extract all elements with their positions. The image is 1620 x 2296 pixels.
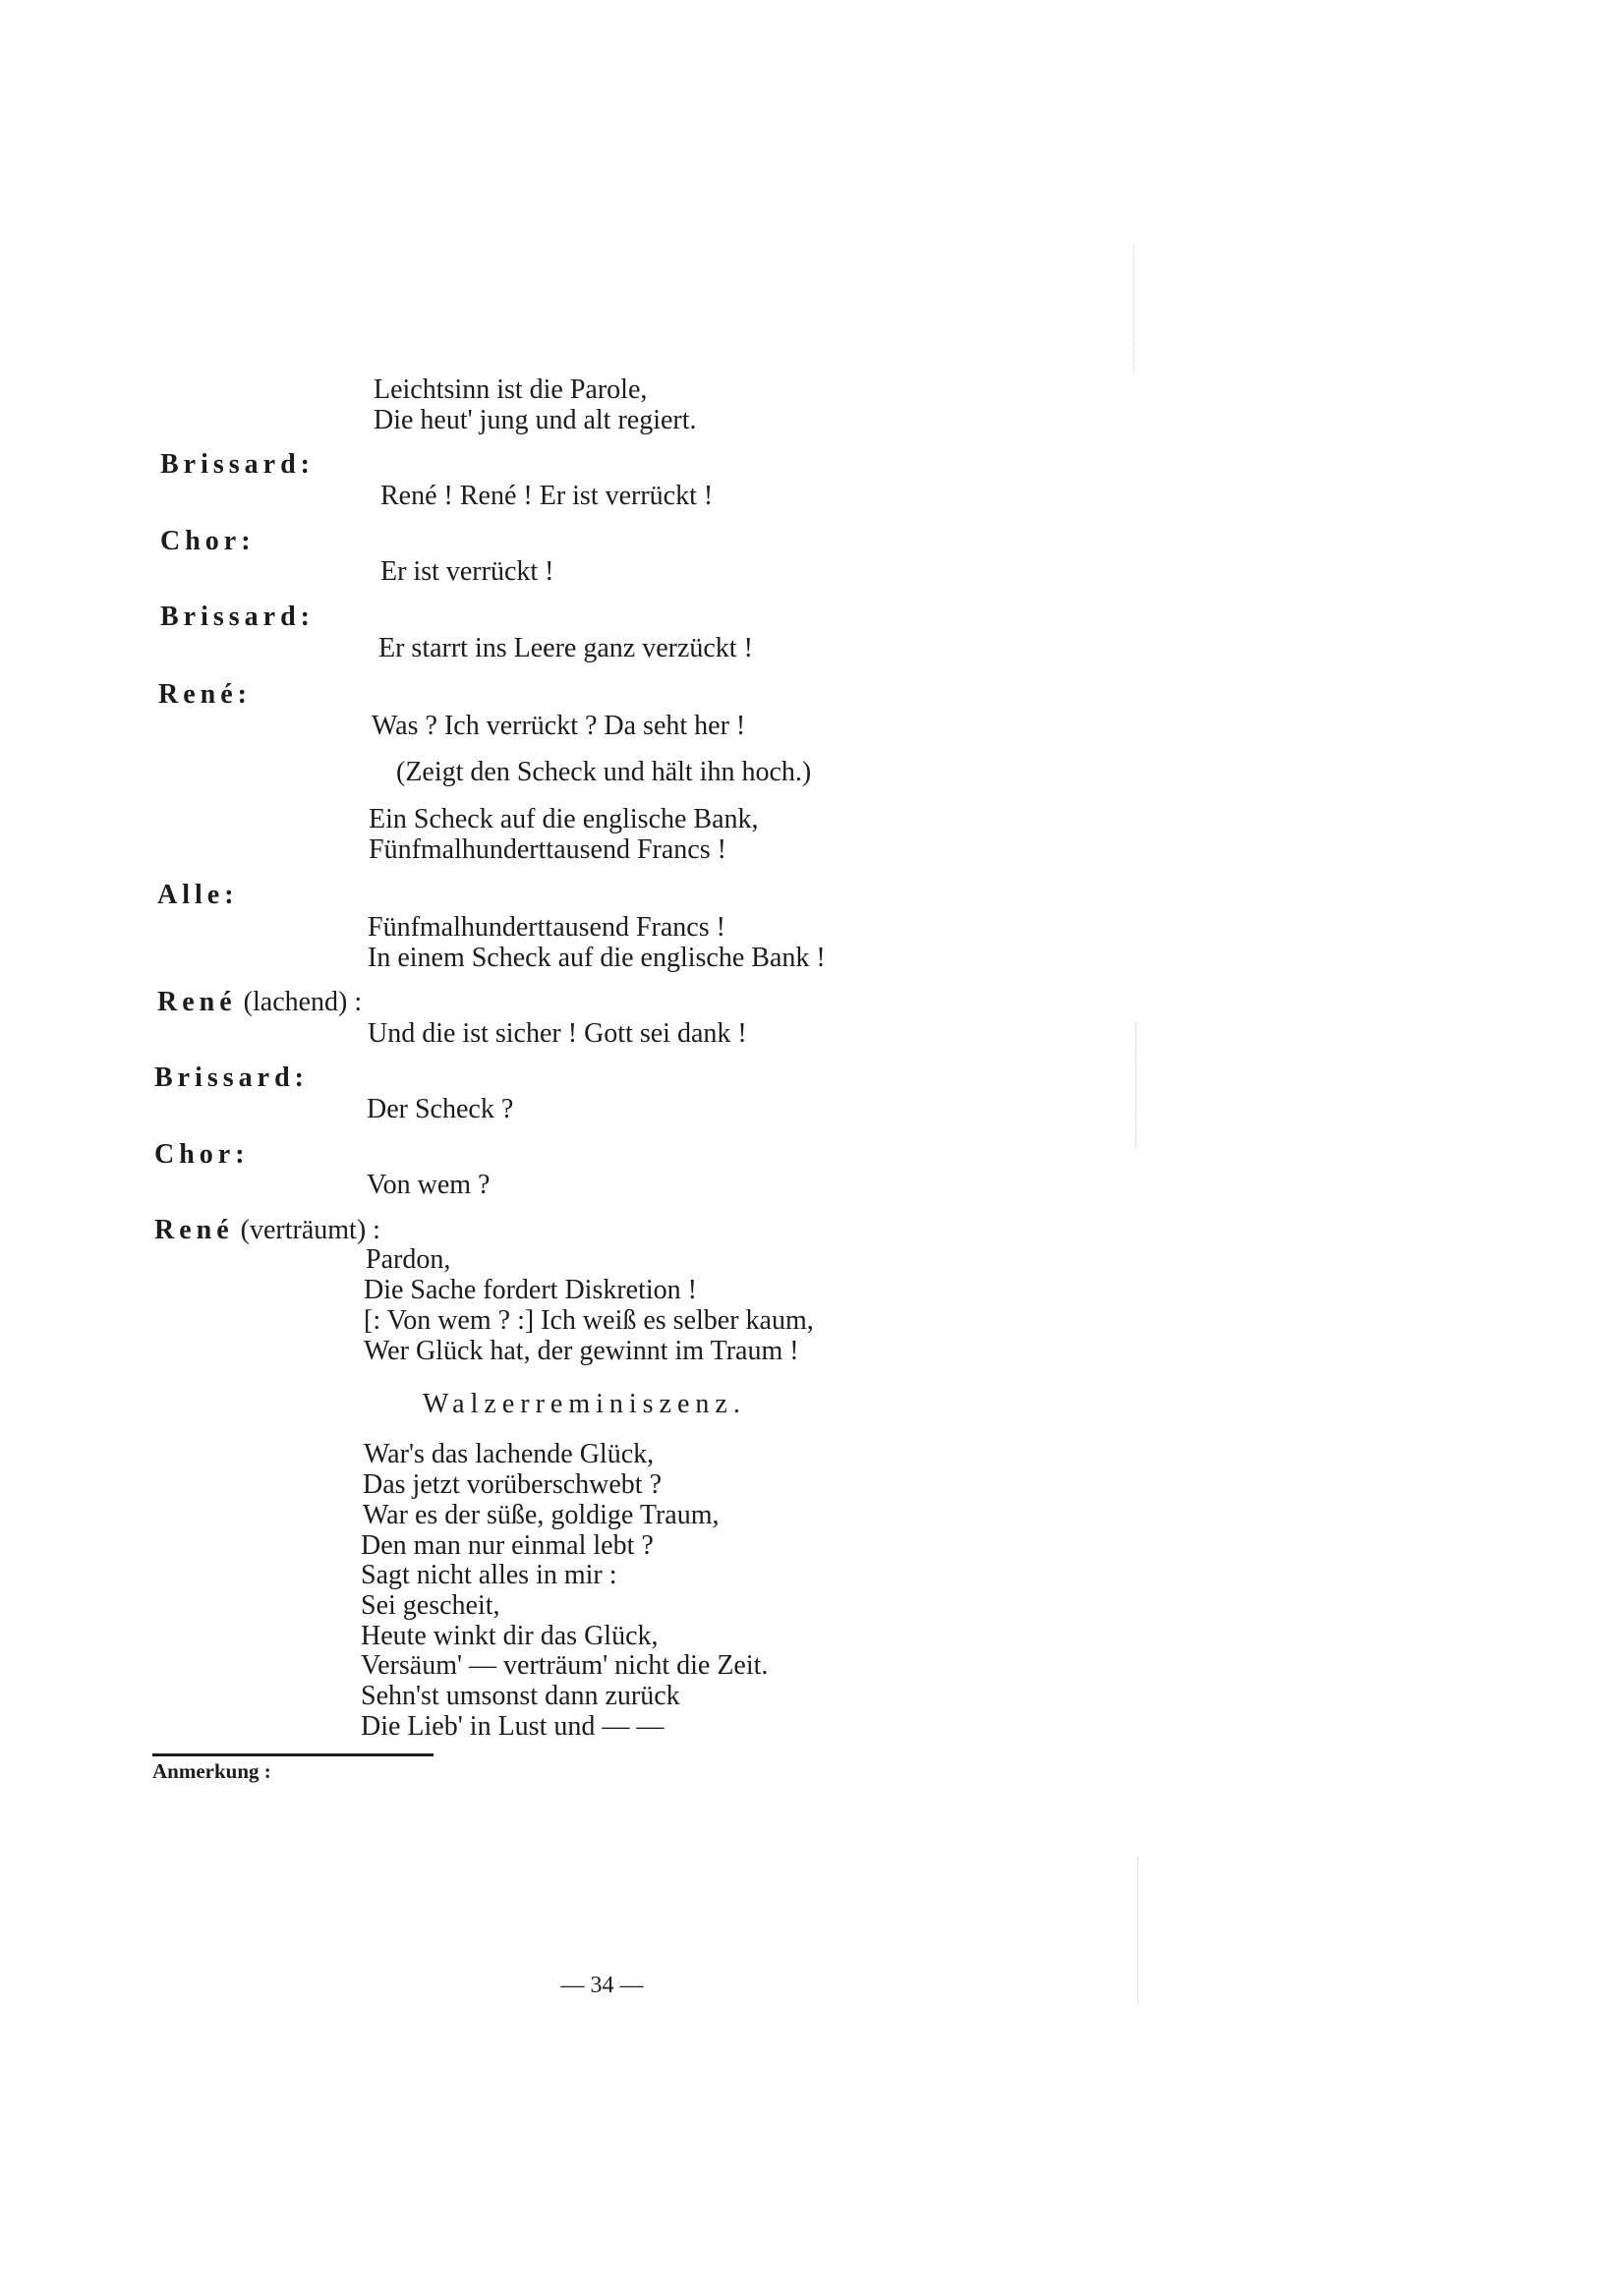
- speaker-name: Brissard:: [154, 1062, 309, 1093]
- speaker-name: René:: [158, 679, 252, 710]
- verse-line: Fünfmalhunderttausend Francs !: [369, 834, 726, 865]
- verse-line: Von wem ?: [367, 1170, 491, 1200]
- speaker-brissard: [160, 603, 315, 632]
- verse-line: Leichtsinn ist die Parole,: [374, 374, 648, 405]
- verse-line: Fünfmalhunderttausend Francs !: [368, 912, 725, 943]
- verse-line: Sehn'st umsonst dann zurück: [361, 1681, 680, 1711]
- verse-line: René ! René ! Er ist verrückt !: [380, 481, 714, 511]
- speaker-chor: [154, 1140, 250, 1170]
- verse-line: War's das lachende Glück,: [364, 1439, 655, 1469]
- verse-line: [: Von wem ? :] Ich weiß es selber kaum,: [364, 1305, 814, 1336]
- speaker-rene: [157, 988, 362, 1017]
- verse-line: In einem Scheck auf die englische Bank !: [368, 943, 826, 973]
- verse-line: Ein Scheck auf die englische Bank,: [369, 804, 759, 834]
- speaker-name: René: [154, 1215, 234, 1245]
- speaker-name: Brissard:: [160, 602, 315, 632]
- stage-direction: (Zeigt den Scheck und hält ihn hoch.): [396, 757, 812, 787]
- speaker-brissard: [154, 1063, 309, 1093]
- speaker-name: Alle:: [157, 880, 239, 910]
- verse-line: War es der süße, goldige Traum,: [363, 1500, 720, 1530]
- verse-line: Wer Glück hat, der gewinnt im Traum !: [364, 1336, 799, 1366]
- speaker-chor: [160, 527, 256, 556]
- verse-line: Er ist verrückt !: [380, 556, 554, 587]
- speaker-name: Chor:: [160, 526, 256, 556]
- speaker-rene: [158, 680, 252, 710]
- stage-direction: (verträumt) :: [240, 1215, 380, 1245]
- scan-margin-mark: [1135, 1022, 1137, 1150]
- verse-line: Das jetzt vorüberschwebt ?: [363, 1469, 662, 1500]
- stage-direction: (lachend) :: [243, 987, 363, 1017]
- speaker-name: Chor:: [154, 1139, 250, 1170]
- speaker-brissard: [160, 450, 315, 480]
- verse-line: Pardon,: [366, 1244, 451, 1275]
- speaker-rene: [154, 1216, 380, 1245]
- scan-margin-mark: [1137, 1858, 1139, 2005]
- verse-line: Er starrt ins Leere ganz verzückt !: [378, 633, 753, 663]
- verse-line: Die Sache fordert Diskretion !: [364, 1275, 697, 1305]
- verse-line: Der Scheck ?: [367, 1094, 514, 1124]
- verse-line: Sagt nicht alles in mir :: [361, 1560, 617, 1590]
- verse-line: Sei gescheit,: [361, 1590, 500, 1621]
- verse-line: Versäum' — verträum' nicht die Zeit.: [361, 1650, 769, 1681]
- section-heading: Walzerreminiszenz.: [423, 1389, 746, 1419]
- verse-line: Heute winkt dir das Glück,: [361, 1621, 659, 1651]
- page-number: — 34 —: [560, 1973, 644, 1998]
- verse-line: Und die ist sicher ! Gott sei dank !: [368, 1018, 747, 1049]
- verse-line: Den man nur einmal lebt ?: [361, 1530, 654, 1561]
- speaker-name: René: [157, 987, 237, 1017]
- verse-line: Die Lieb' in Lust und — —: [361, 1711, 665, 1742]
- verse-line: Die heut' jung und alt regiert.: [374, 405, 697, 435]
- verse-line: Was ? Ich verrückt ? Da seht her !: [372, 711, 746, 741]
- footnote-rule: [152, 1753, 434, 1756]
- footnote-label: Anmerkung :: [152, 1759, 271, 1783]
- speaker-name: Brissard:: [160, 449, 315, 480]
- speaker-alle: [157, 881, 239, 910]
- scan-margin-mark: [1133, 246, 1135, 373]
